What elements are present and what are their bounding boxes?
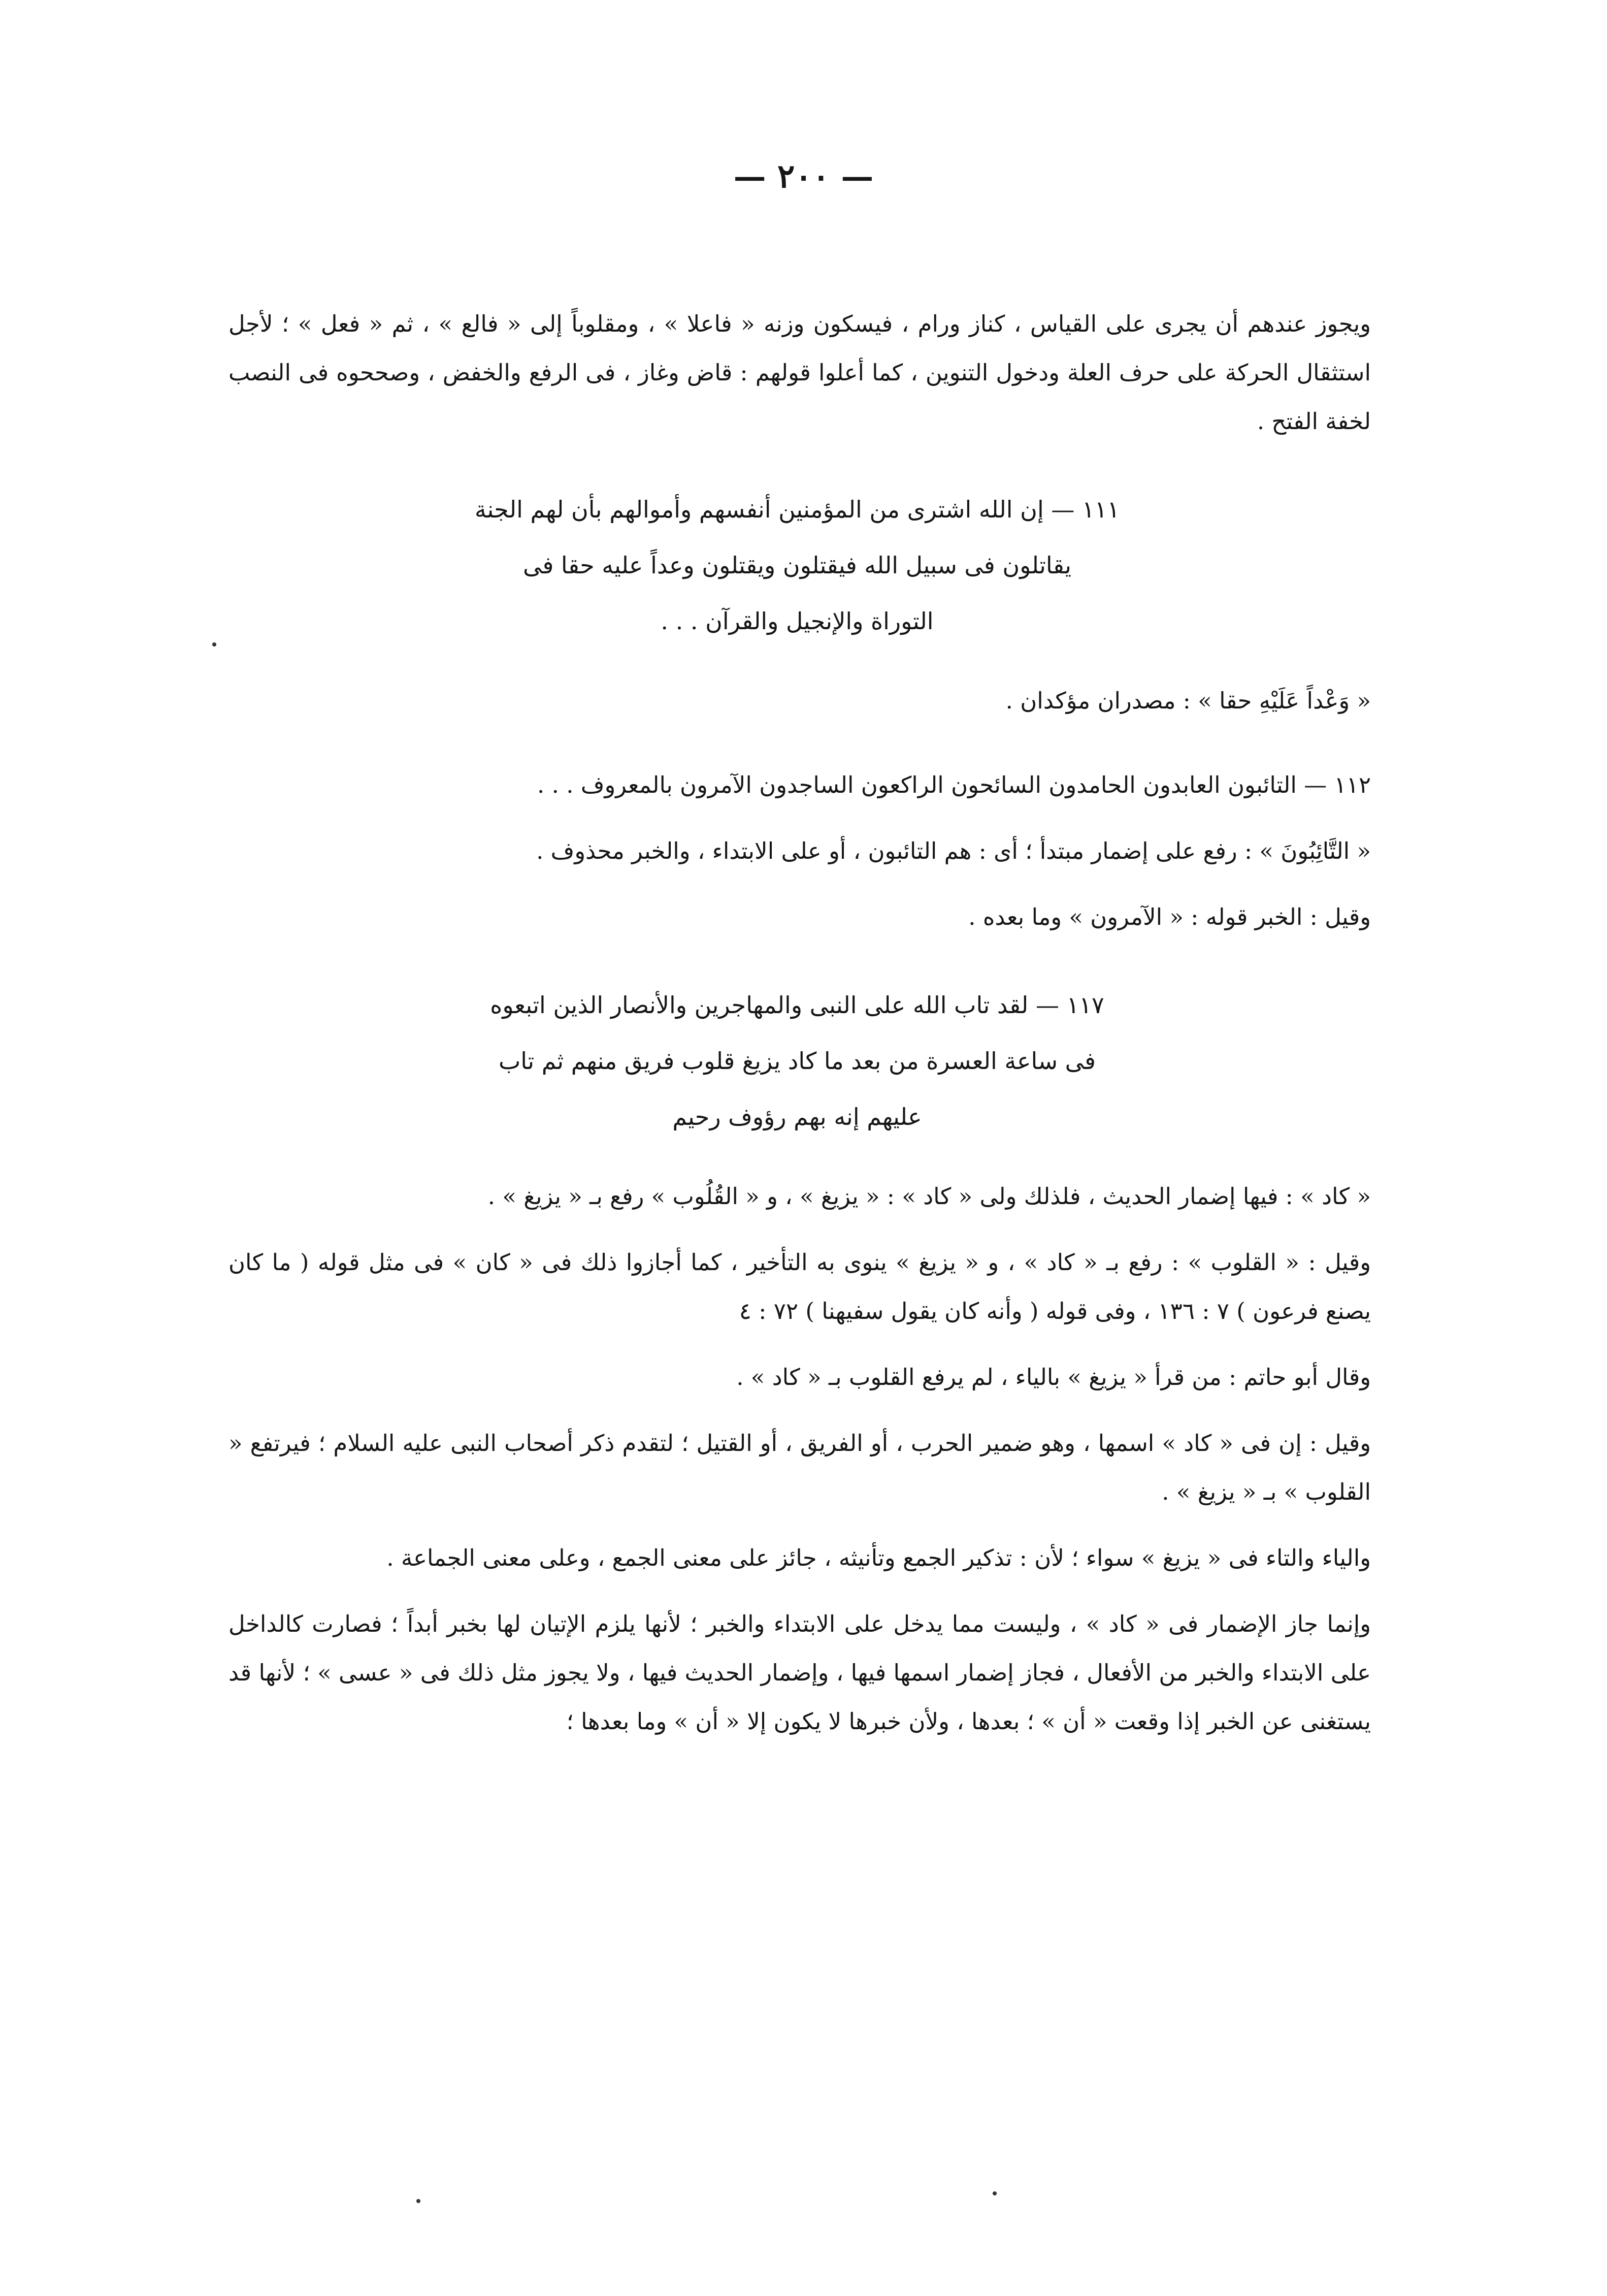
paragraph-text: وإنما جاز الإضمار فى « كاد » ، وليست مما يدخل على الابتداء والخبر ؛ لأنها يلزم الإتيان لها بخبر أبداً ؛ فصارت كالداخل على الابتداء والخبر من الأفعال ، فجاز إضمار اسمها فيها ، وإضمار الحديث فيها ، ولا يجوز مثل ذلك فى « عسى » ؛ لأنها قد يستغنى عن الخبر إذا وقعت « أن » ؛ بعدها ، ولأن خبرها لا يكون إلا « أن » وما بعدها ؛ [228, 1610, 1371, 1735]
page-body [228, 300, 1371, 1763]
scan-speck [416, 2199, 420, 2203]
paragraph-text: « كاد » : فيها إضمار الحديث ، فلذلك ولى « كاد » : « يزيغ » ، و « القُلُوب » رفع بـ « يزيغ » . [487, 1183, 1371, 1210]
paragraph-text: وقيل : إن فى « كاد » اسمها ، وهو ضمير الحرب ، أو الفريق ، أو القتيل ؛ لتقدم ذكر أصحاب النبى عليه السلام ؛ فيرتفع « القلوب » بـ « يزيغ » . [228, 1430, 1371, 1505]
verse-line: عليهم إنه بهم رؤوف رحيم [672, 1103, 922, 1130]
paragraph-text: ويجوز عندهم أن يجرى على القياس ، كناز ورام ، فيسكون وزنه « فاعلا » ، ومقلوباً إلى « فالع » ، ثم « فعل » ؛ لأجل استثقال الحركة على حرف العلة ودخول التنوين ، كما أعلوا قولهم : قاض وغاز ، فى الرفع والخفض ، وصححوه فى النصب لخفة الفتح . [228, 310, 1371, 435]
quran-verse [228, 481, 1371, 649]
paragraph-text: وقيل : الخبر قوله : « الآمرون » وما بعده . [968, 903, 1371, 930]
commentary-paragraph [228, 1419, 1371, 1516]
commentary-paragraph [228, 1353, 1371, 1402]
verse-line: يقاتلون فى سبيل الله فيقتلون ويقتلون وعداً عليه حقا فى [522, 552, 1071, 579]
scan-speck [212, 642, 216, 646]
commentary-paragraph [228, 1172, 1371, 1221]
page-number: — ٢٠٠ — [733, 157, 874, 196]
paragraph-text: « التَّائِبُونَ » : رفع على إضمار مبتدأ ؛ أى : هم التائبون ، أو على الابتداء ، والخبر محذوف . [536, 837, 1371, 864]
commentary-paragraph [228, 300, 1371, 446]
commentary-paragraph [228, 1534, 1371, 1582]
paragraph-text: « وَعْداً عَلَيْهِ حقا » : مصدران مؤكدان . [1005, 687, 1371, 714]
commentary-paragraph [228, 676, 1371, 725]
scan-speck [993, 2191, 997, 2195]
paragraph-text: وقيل : « القلوب » : رفع بـ « كاد » ، و « يزيغ » ينوى به التأخير ، كما أجازوا ذلك فى « كان » فى مثل قوله ( ما كان يصنع فرعون ) ٧ : ١٣٦ ، وفى قوله ( وأنه كان يقول سفيهنا ) ٧٢ : ٤ [228, 1249, 1371, 1324]
paragraph-text: وقال أبو حاتم : من قرأ « يزيغ » بالياء ، لم يرفع القلوب بـ « كاد » . [736, 1364, 1371, 1390]
paragraph-text: والياء والتاء فى « يزيغ » سواء ؛ لأن : تذكير الجمع وتأنيثه ، جائز على معنى الجمع ، وعلى معنى الجماعة . [386, 1544, 1371, 1571]
commentary-paragraph [228, 893, 1371, 942]
verse-line: ١١١ — إن الله اشترى من المؤمنين أنفسهم وأموالهم بأن لهم الجنة [474, 496, 1120, 523]
commentary-paragraph [228, 1238, 1371, 1336]
quran-verse [228, 977, 1371, 1145]
commentary-paragraph [228, 827, 1371, 876]
verse-line: التوراة والإنجيل والقرآن . . . [661, 607, 934, 635]
verse-line: فى ساعة العسرة من بعد ما كاد يزيغ قلوب فريق منهم ثم تاب [499, 1047, 1096, 1075]
commentary-paragraph [228, 761, 1371, 810]
verse-line: ١١٧ — لقد تاب الله على النبى والمهاجرين والأنصار الذين اتبعوه [490, 991, 1104, 1019]
paragraph-text: ١١٢ — التائبون العابدون الحامدون السائحون الراكعون الساجدون الآمرون بالمعروف . . . [537, 771, 1371, 798]
commentary-paragraph [228, 1600, 1371, 1746]
